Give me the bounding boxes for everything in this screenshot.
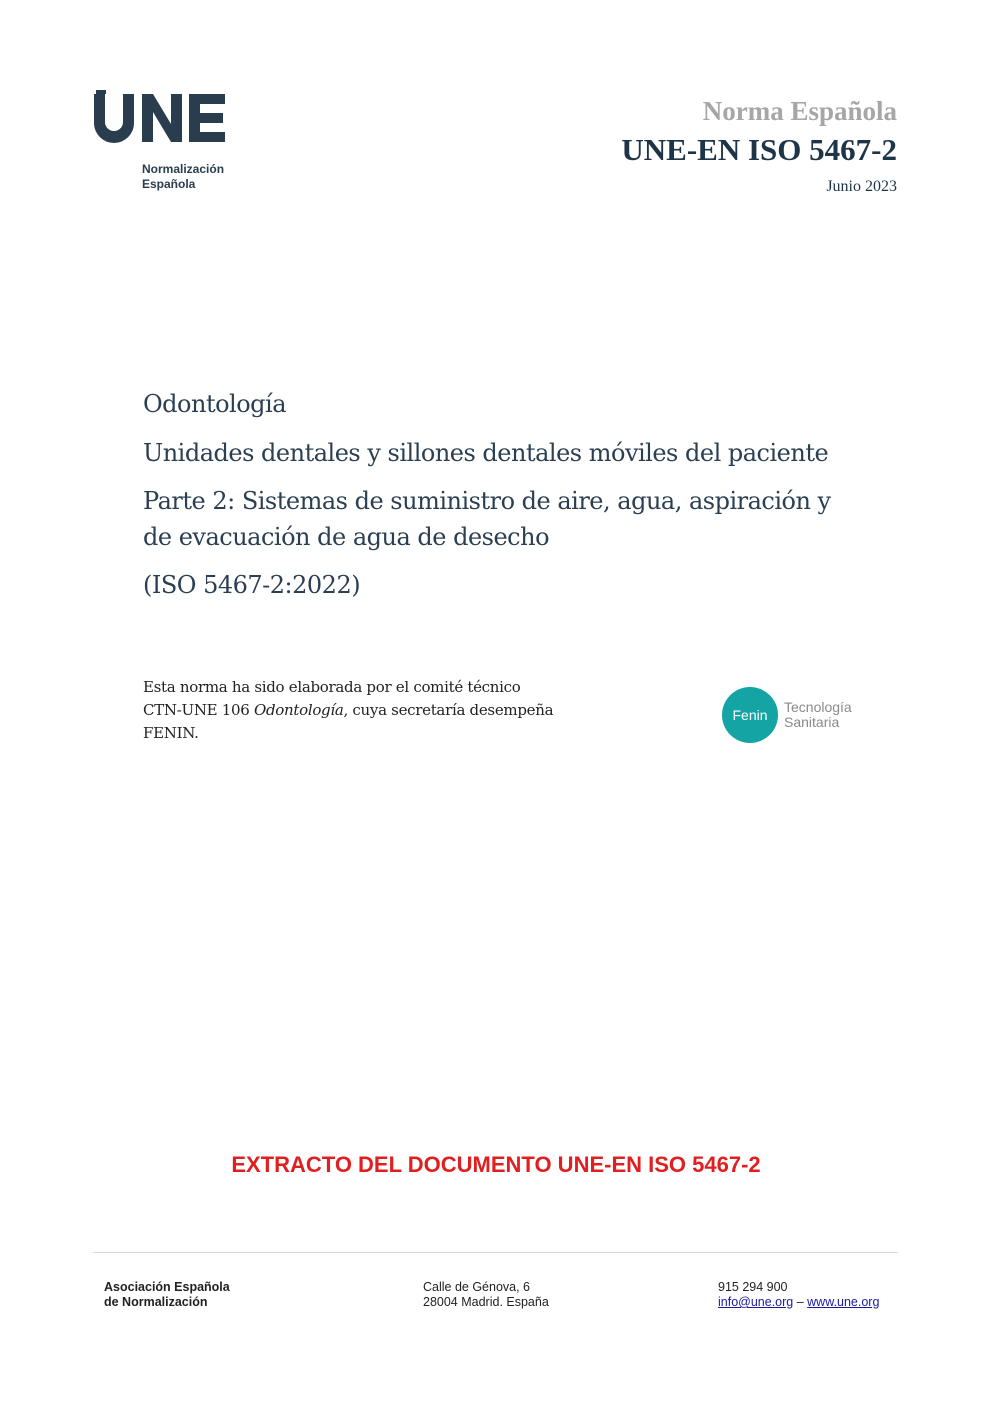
footer-address-line1: Calle de Génova, 6 [423, 1280, 531, 1294]
committee-code: CTN-UNE 106 [143, 701, 254, 719]
committee-line1: Esta norma ha sido elaborada por el comité técnico [143, 678, 521, 696]
logo-subtitle-line1: Normalización [142, 162, 225, 176]
footer-divider [93, 1252, 898, 1253]
title-iso-reference: (ISO 5467-2:2022) [143, 571, 361, 599]
footer-address [423, 1280, 549, 1310]
committee-name: Odontología [253, 701, 344, 719]
footer-organization [104, 1280, 230, 1310]
committee-line2-suffix: , cuya secretaría desempeña [343, 701, 554, 719]
title-part-line2: de evacuación de agua de desecho [143, 523, 550, 551]
une-logo-mark [92, 90, 228, 144]
norma-label: Norma Española [702, 96, 897, 126]
footer-org-line1: Asociación Española [104, 1280, 230, 1294]
fenin-logo-circle: Fenin [722, 687, 778, 743]
standard-code: UNE-EN ISO 5467-2 [621, 132, 897, 167]
committee-statement [143, 676, 663, 745]
footer-contact [718, 1280, 879, 1310]
title-subject: Odontología [143, 390, 287, 418]
footer-address-line2: 28004 Madrid. España [423, 1295, 549, 1309]
title-main: Unidades dentales y sillones dentales móviles del paciente [143, 439, 829, 467]
website-link[interactable]: www.une.org [807, 1295, 880, 1309]
extract-notice: EXTRACTO DEL DOCUMENTO UNE-EN ISO 5467-2 [231, 1152, 761, 1177]
footer-links [718, 1295, 879, 1310]
title-part-line1: Parte 2: Sistemas de suministro de aire, agua, aspiración y [143, 487, 831, 515]
footer-link-separator: – [793, 1295, 808, 1309]
fenin-tagline-line1: Tecnología [784, 699, 852, 715]
fenin-tagline-line2: Sanitaria [784, 714, 840, 730]
committee-line3: FENIN. [143, 724, 199, 742]
publication-date: Junio 2023 [826, 178, 897, 195]
footer-org-line2: de Normalización [104, 1295, 208, 1309]
logo-subtitle-line2: Española [142, 177, 196, 191]
footer-phone: 915 294 900 [718, 1280, 788, 1294]
committee-line2 [143, 699, 663, 722]
email-link[interactable]: info@une.org [718, 1295, 794, 1309]
